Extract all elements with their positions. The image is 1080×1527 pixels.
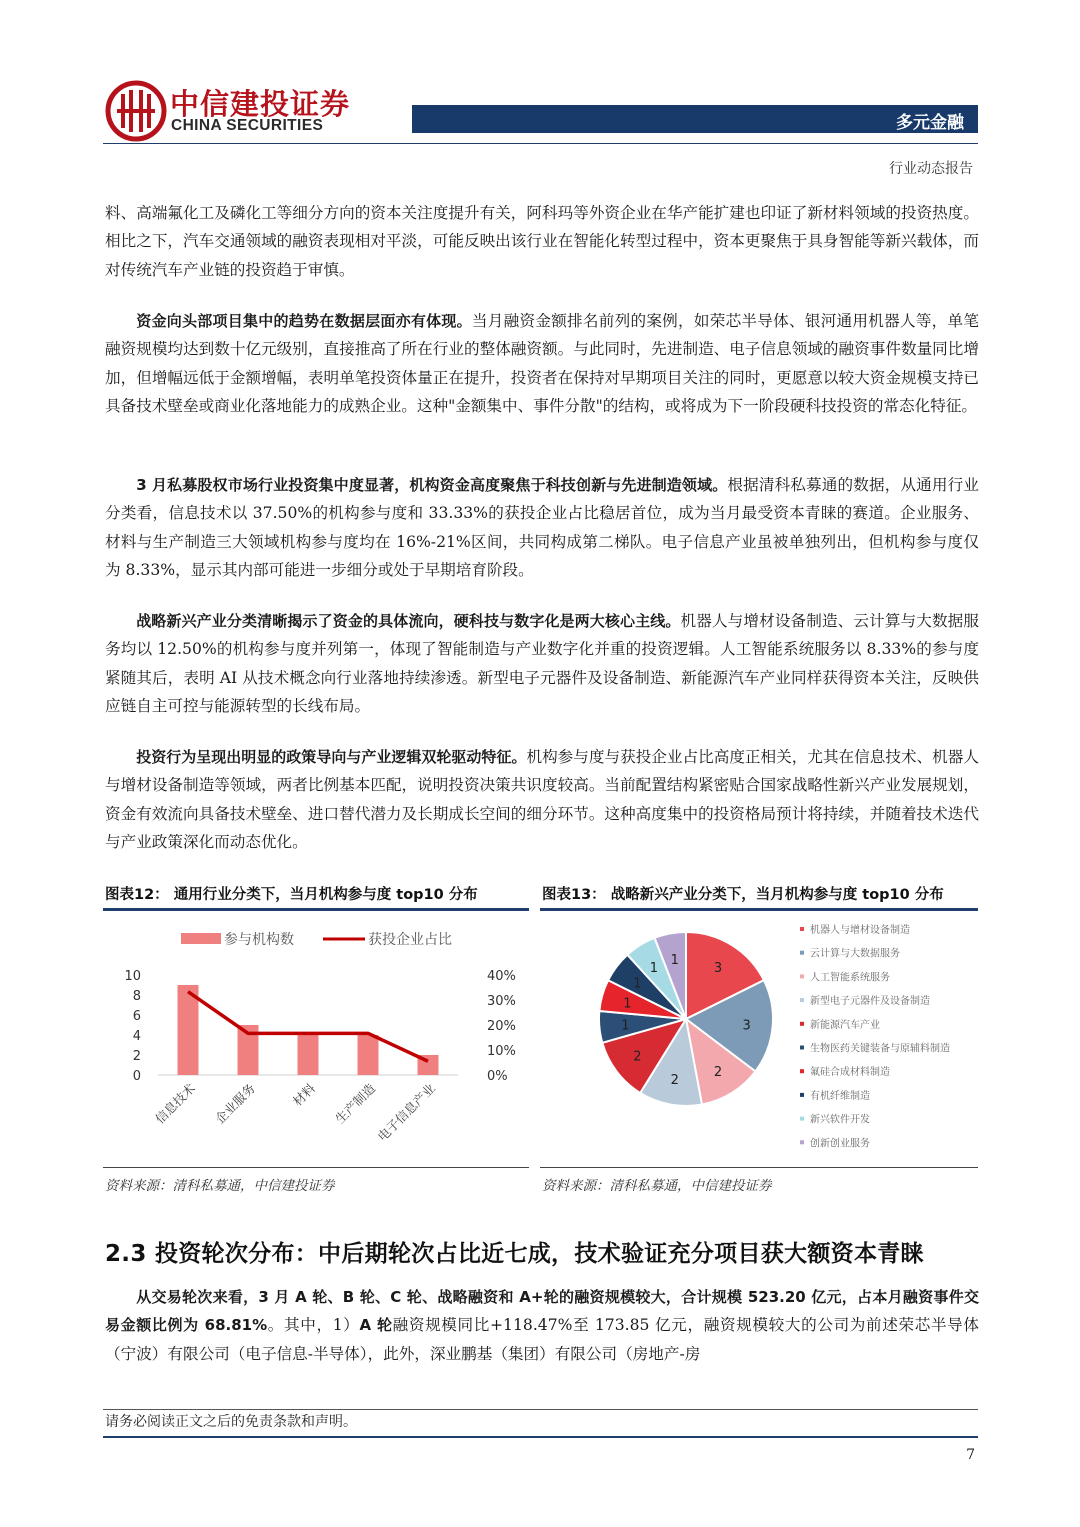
paragraph-4-lead: 战略新兴产业分类清晰揭示了资金的具体流向，硬科技与数字化是两大核心主线。	[136, 612, 681, 630]
category-label: 电子信息产业	[374, 1080, 439, 1145]
paragraph-3	[105, 471, 979, 585]
legend-swatch	[800, 1069, 804, 1073]
figure-13-chart	[540, 912, 978, 1164]
figure-12-caption: 图表12： 通用行业分类下，当月机构参与度 top10 分布	[105, 887, 478, 903]
bar-材料	[298, 1035, 319, 1075]
left-axis-tick: 6	[132, 1009, 141, 1024]
legend-swatch	[800, 951, 804, 955]
right-axis-tick: 20%	[487, 1019, 516, 1034]
logo-text-cn: 中信建投证券	[170, 87, 351, 121]
figure-13-caption: 图表13： 战略新兴产业分类下，当月机构参与度 top10 分布	[542, 887, 944, 903]
legend-label: 新型电子元器件及设备制造	[810, 996, 930, 1008]
paragraph-4-body: 机器人与增材设备制造、云计算与大数据服务均以 12.50%的机构参与度并列第一，体现了智能制造与产业数字化并重的投资逻辑。人工智能系统服务以 8.33%的参与度紧随其后，表明 AI 从技术概念向行业落地持续渗透。新型电子元器件及设备制造、新能源汽车产业同样获得资本关注，反映供应链自主可控与能源转型的长线布局。	[105, 612, 979, 716]
category-label: 信息技术	[152, 1080, 199, 1127]
left-axis-tick: 0	[132, 1069, 141, 1084]
pie-label: 1	[621, 1018, 630, 1034]
section-paragraph-lead: 从交易轮次来看，3 月 A 轮、B 轮、C 轮、战略融资和 A+轮的融资规模较大，合计规模 523.20 亿元，占本月融资事件交易金额比例为 68.81%	[105, 1288, 979, 1335]
legend-swatch	[800, 1117, 804, 1121]
legend-label: 人工智能系统服务	[810, 972, 890, 984]
legend-swatch	[800, 998, 804, 1002]
paragraph-1: 料、高端氟化工及磷化工等细分方向的资本关注度提升有关，阿科玛等外资企业在华产能扩建也印证了新材料领域的投资热度。相比之下，汽车交通领域的融资表现相对平淡，可能反映出该行业在智能化转型过程中，资本更聚焦于具身智能等新兴载体，而对传统汽车产业链的投资趋于审慎。	[105, 204, 979, 279]
paragraph-3-body: 根据清科私募通的数据，从通用行业分类看，信息技术以 37.50%的机构参与度和 33.33%的获投企业占比稳居首位，成为当月最受资本青睐的赛道。企业服务、材料与生产制造三大领域机构参与度均在 16%-21%区间，共同构成第二梯队。电子信息产业虽被单独列出，但机构参与度仅为 8.33%，显示其内部可能进一步细分或处于早期培育阶段。	[105, 476, 979, 580]
section-banner	[412, 105, 978, 133]
section-paragraph-mid: 。其中，1）	[267, 1316, 360, 1335]
right-axis-tick: 0%	[487, 1069, 508, 1084]
legend-swatch	[800, 1093, 804, 1097]
figure-13-source: 资料来源：清科私募通，中信建投证券	[542, 1178, 772, 1194]
left-axis-tick: 2	[132, 1049, 141, 1064]
report-type: 行业动态报告	[889, 161, 973, 177]
pie-label: 2	[670, 1072, 679, 1088]
paragraph-5-body: 机构参与度与获投企业占比高度正相关，尤其在信息技术、机器人与增材设备制造等领域，两者比例基本匹配，说明投资决策共识度较高。当前配置结构紧密贴合国家战略性新兴产业发展规划，资金有效流向具备技术壁垒、进口替代潜力及长期成长空间的细分环节。这种高度集中的投资格局预计将持续，并随着技术迭代与产业政策深化而动态优化。	[105, 748, 979, 852]
legend-swatch	[800, 974, 804, 978]
left-axis-tick: 8	[132, 989, 141, 1004]
header-divider	[103, 143, 978, 144]
right-axis-tick: 40%	[487, 969, 516, 984]
figure-12-source: 资料来源：清科私募通，中信建投证券	[105, 1178, 335, 1194]
right-axis-tick: 10%	[487, 1044, 516, 1059]
legend-label: 机器人与增材设备制造	[810, 925, 910, 936]
legend-swatch	[800, 927, 804, 931]
legend-bar-swatch	[181, 933, 221, 944]
legend-label: 云计算与大数据服务	[810, 948, 900, 960]
figure-12-chart	[103, 912, 529, 1164]
paragraph-2	[105, 307, 979, 421]
pie-label: 2	[633, 1049, 642, 1065]
pie-label: 3	[742, 1018, 751, 1034]
paragraph-5	[105, 743, 979, 857]
section-paragraph-lead-2: A 轮	[359, 1316, 393, 1335]
section-title: 多元金融	[896, 113, 964, 133]
paragraph-2-body: 当月融资金额排名前列的案例，如荣芯半导体、银河通用机器人等，单笔融资规模均达到数十亿元级别，直接推高了所在行业的整体融资额。与此同时，先进制造、电子信息领域的融资事件数量同比增加，但增幅远低于金额增幅，表明单笔投资体量正在提升，投资者在保持对早期项目关注的同时，更愿意以较大资金规模支持已具备技术壁垒或商业化落地能力的成熟企业。这种"金额集中、事件分散"的结构，或将成为下一阶段硬科技投资的常态化特征。	[105, 312, 979, 416]
legend-label: 氟硅合成材料制造	[810, 1067, 890, 1079]
pie-label: 1	[623, 996, 632, 1012]
paragraph-5-lead: 投资行为呈现出明显的政策导向与产业逻辑双轮驱动特征。	[136, 748, 527, 766]
paragraph-3-lead: 3 月私募股权市场行业投资集中度显著，机构资金高度聚焦于科技创新与先进制造领域。	[136, 476, 728, 494]
legend-bar-label: 参与机构数	[224, 932, 294, 948]
legend-label: 生物医药关键装备与原辅料制造	[810, 1043, 950, 1055]
paragraph-2-lead: 资金向头部项目集中的趋势在数据层面亦有体现。	[136, 312, 472, 330]
category-label: 材料	[289, 1080, 319, 1109]
logo-text-en: CHINA SECURITIES	[171, 117, 324, 134]
figure-12-rule	[103, 908, 529, 911]
legend-label: 新能源汽车产业	[810, 1019, 880, 1031]
legend-label: 有机纤维制造	[810, 1090, 870, 1102]
figure-12-source-rule	[103, 1167, 529, 1168]
section-paragraph	[105, 1283, 979, 1368]
figure-13-rule	[540, 908, 978, 911]
right-axis-tick: 30%	[487, 994, 516, 1009]
bar-生产制造	[358, 1035, 379, 1075]
legend-label: 创新创业服务	[810, 1138, 870, 1150]
legend-swatch	[800, 1046, 804, 1050]
section-paragraph-body: 融资规模同比+118.47%至 173.85 亿元，融资规模较大的公司为前述荣芯半导体（宁波）有限公司（电子信息-半导体），此外，深业鹏基（集团）有限公司（房地产-房	[105, 1316, 979, 1363]
left-axis-tick: 10	[124, 969, 141, 984]
legend-line-label: 获投企业占比	[368, 932, 452, 948]
pie-label: 1	[633, 976, 642, 992]
category-label: 企业服务	[212, 1080, 259, 1127]
legend-swatch	[800, 1022, 804, 1026]
company-logo-icon	[105, 80, 167, 142]
pie-label: 2	[713, 1064, 723, 1080]
pie-label: 1	[670, 953, 679, 969]
section-heading: 2.3 投资轮次分布：中后期轮次占比近七成，技术验证充分项目获大额资本青睐	[105, 1241, 924, 1267]
footer-disclaimer: 请务必阅读正文之后的免责条款和声明。	[105, 1414, 357, 1430]
legend-swatch	[800, 1140, 804, 1144]
paragraph-4	[105, 607, 979, 721]
footer-rule-top	[103, 1409, 978, 1410]
figure-13-source-rule	[540, 1167, 978, 1168]
category-label: 生产制造	[332, 1080, 379, 1127]
left-axis-tick: 4	[132, 1029, 141, 1044]
legend-label: 新兴软件开发	[810, 1114, 870, 1126]
pie-label: 1	[649, 961, 659, 977]
pie-label: 3	[713, 961, 723, 977]
footer-rule-bottom	[103, 1436, 978, 1438]
page-number: 7	[966, 1447, 975, 1463]
